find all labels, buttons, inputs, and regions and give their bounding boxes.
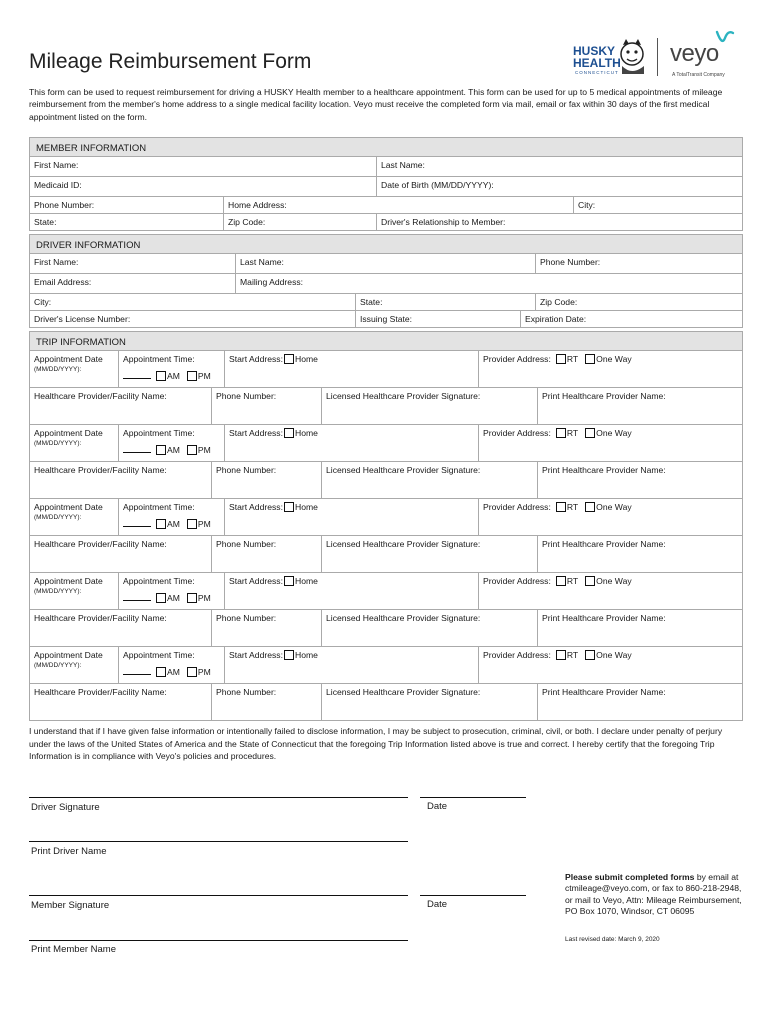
driver-email-field[interactable] [30,274,236,293]
member-relationship-label: Driver's Relationship to Member: [381,217,506,227]
facility-name-label: Healthcare Provider/Facility Name: [34,391,167,401]
time-blank[interactable] [123,674,151,675]
one-way-label: One Way [596,428,632,438]
driver-zip-label: Zip Code: [540,297,578,307]
provider-phone-label: Phone Number: [216,613,277,623]
appointment-time-label: Appointment Time: [123,650,195,660]
trip-2-phone-field[interactable] [212,462,322,498]
home-label: Home [294,650,318,660]
provider-address-label: Provider Address: [483,576,551,586]
trip-3-date-field[interactable] [30,499,119,535]
am-pm-selector [123,519,211,529]
pm-checkbox[interactable] [187,667,197,677]
driver-row-4 [29,311,743,328]
trip-4-date-field[interactable] [30,573,119,609]
one-way-checkbox[interactable] [585,650,595,660]
provider-print-name-label: Print Healthcare Provider Name: [542,539,666,549]
am-pm-selector [123,667,211,677]
trip-3-row-2 [29,536,743,573]
page-title: Mileage Reimbursement Form [29,50,312,73]
trip-5-date-field[interactable] [30,647,119,683]
trip-2-provider-name-field[interactable] [538,462,743,498]
facility-name-label: Healthcare Provider/Facility Name: [34,687,167,697]
am-pm-selector [123,445,211,455]
husky-logo-line1: HUSKY [573,44,616,58]
provider-phone-label: Phone Number: [216,687,277,697]
driver-email-label: Email Address: [34,277,92,287]
submit-instructions [565,872,745,917]
driver-issuing-state-field[interactable] [356,311,521,327]
driver-zip-field[interactable] [536,294,743,310]
trip-2-provider-address-field[interactable] [479,425,743,461]
member-state-label: State: [34,217,57,227]
provider-phone-label: Phone Number: [216,391,277,401]
trip-4-facility-field[interactable] [30,610,212,646]
husky-logo-line3: CONNECTICUT [575,70,619,75]
provider-print-name-label: Print Healthcare Provider Name: [542,465,666,475]
member-section-heading: MEMBER INFORMATION [29,137,743,157]
home-checkbox[interactable] [284,502,294,512]
pm-checkbox[interactable] [187,371,197,381]
driver-state-label: State: [360,297,383,307]
provider-address-label: Provider Address: [483,354,551,364]
trip-3-start-address-field[interactable] [225,499,479,535]
trip-5-provider-address-field[interactable] [479,647,743,683]
member-home-address-label: Home Address: [228,200,287,210]
member-last-name-field[interactable] [377,157,743,176]
rt-label: RT [566,428,579,438]
member-state-field[interactable] [30,214,224,230]
trip-5-time-field[interactable] [119,647,225,683]
trip-3-row-1 [29,499,743,536]
one-way-checkbox[interactable] [585,502,595,512]
trip-4-phone-field[interactable] [212,610,322,646]
trip-5-provider-name-field[interactable] [538,684,743,720]
trip-1-time-field[interactable] [119,351,225,387]
rt-label: RT [566,354,579,364]
pm-label: PM [197,371,211,381]
am-label: AM [167,593,180,603]
driver-phone-field[interactable] [536,254,743,273]
submit-instructions-text: by email at ctmileage@veyo.com, or fax to 860-218-2948, or mail to Veyo, Attn: Mileage Reimbursement, PO Box 1070, Windsor, CT 06095 [565,872,742,916]
pm-label: PM [197,445,211,455]
pm-checkbox[interactable] [187,593,197,603]
date-label-1: Date [427,801,448,812]
member-dob-field[interactable] [377,177,743,196]
am-checkbox[interactable] [156,519,166,529]
rt-checkbox[interactable] [556,428,566,438]
husky-logo-line2: HEALTH [573,56,621,70]
facility-name-label: Healthcare Provider/Facility Name: [34,539,167,549]
rt-checkbox[interactable] [556,354,566,364]
home-checkbox[interactable] [284,354,294,364]
time-blank[interactable] [123,600,151,601]
trip-3-facility-field[interactable] [30,536,212,572]
provider-signature-label: Licensed Healthcare Provider Signature: [326,465,481,475]
provider-phone-label: Phone Number: [216,539,277,549]
trip-1-row-1 [29,351,743,388]
driver-signature-line[interactable] [29,797,408,798]
driver-city-field[interactable] [30,294,356,310]
driver-license-field[interactable] [30,311,356,327]
trip-5-facility-field[interactable] [30,684,212,720]
driver-row-3 [29,294,743,311]
appointment-time-label: Appointment Time: [123,354,195,364]
am-checkbox[interactable] [156,445,166,455]
provider-print-name-label: Print Healthcare Provider Name: [542,687,666,697]
member-zip-label: Zip Code: [228,217,266,227]
appointment-date-label: Appointment Date [34,428,103,438]
trip-1-start-address-field[interactable] [225,351,479,387]
trip-4-provider-signature-field[interactable] [322,610,538,646]
driver-last-name-field[interactable] [236,254,536,273]
rt-label: RT [566,650,579,660]
trip-5-phone-field[interactable] [212,684,322,720]
provider-signature-label: Licensed Healthcare Provider Signature: [326,687,481,697]
appointment-date-label: Appointment Date [34,502,103,512]
print-driver-name-label: Print Driver Name [31,846,107,857]
husky-health-logo [570,36,650,80]
trip-section-heading: TRIP INFORMATION [29,331,743,351]
member-row-4 [29,214,743,231]
time-blank[interactable] [123,526,151,527]
member-dob-label: Date of Birth (MM/DD/YYYY): [381,180,494,190]
pm-label: PM [197,593,211,603]
home-label: Home [294,354,318,364]
pm-label: PM [197,667,211,677]
home-label: Home [294,502,318,512]
member-phone-field[interactable] [30,197,224,213]
one-way-checkbox[interactable] [585,354,595,364]
trip-1-date-field[interactable] [30,351,119,387]
declaration-text: I understand that if I have given false information or intentionally failed to disclose information, I may be subject to prosecution, criminal, civil, or both. I declare under penalty of perjury under the laws of the United States of America and the State of Connecticut that the foregoing Trip Information listed above is true and correct. I hereby certify that the foregoing Trip Information is in compliance with Veyo's policies and procedures. [29,726,723,761]
provider-signature-label: Licensed Healthcare Provider Signature: [326,391,481,401]
trip-2-row-1 [29,425,743,462]
driver-phone-label: Phone Number: [540,257,601,267]
am-checkbox[interactable] [156,371,166,381]
member-row-3 [29,197,743,214]
one-way-label: One Way [596,502,632,512]
start-address-label: Start Address: [229,354,283,364]
appointment-date-format: (MM/DD/YYYY): [34,588,82,595]
provider-address-label: Provider Address: [483,502,551,512]
rt-label: RT [566,502,579,512]
trip-1-facility-field[interactable] [30,388,212,424]
driver-section-heading: DRIVER INFORMATION [29,234,743,254]
trip-3-provider-signature-field[interactable] [322,536,538,572]
date-label-2: Date [427,899,448,910]
appointment-date-format: (MM/DD/YYYY): [34,366,82,373]
facility-name-label: Healthcare Provider/Facility Name: [34,613,167,623]
trip-2-time-field[interactable] [119,425,225,461]
rt-checkbox[interactable] [556,502,566,512]
trip-4-provider-name-field[interactable] [538,610,743,646]
trip-1-provider-name-field[interactable] [538,388,743,424]
provider-address-label: Provider Address: [483,650,551,660]
trip-4-start-address-field[interactable] [225,573,479,609]
member-zip-field[interactable] [224,214,377,230]
appointment-time-label: Appointment Time: [123,428,195,438]
home-checkbox[interactable] [284,650,294,660]
trip-3-time-field[interactable] [119,499,225,535]
home-checkbox[interactable] [284,576,294,586]
driver-row-1 [29,254,743,274]
driver-mailing-field[interactable] [236,274,743,293]
time-blank[interactable] [123,378,151,379]
trip-2-date-field[interactable] [30,425,119,461]
facility-name-label: Healthcare Provider/Facility Name: [34,465,167,475]
one-way-label: One Way [596,650,632,660]
provider-signature-label: Licensed Healthcare Provider Signature: [326,539,481,549]
appointment-time-label: Appointment Time: [123,576,195,586]
driver-first-name-label: First Name: [34,257,79,267]
one-way-checkbox[interactable] [585,428,595,438]
trip-2-row-2 [29,462,743,499]
pm-label: PM [197,519,211,529]
appointment-date-label: Appointment Date [34,650,103,660]
provider-print-name-label: Print Healthcare Provider Name: [542,613,666,623]
trip-4-row-2 [29,610,743,647]
member-first-name-label: First Name: [34,160,79,170]
trip-3-provider-address-field[interactable] [479,499,743,535]
am-label: AM [167,445,180,455]
driver-expiration-label: Expiration Date: [525,314,587,324]
print-driver-name-line[interactable] [29,841,408,842]
member-medicaid-id-label: Medicaid ID: [34,180,82,190]
trip-3-phone-field[interactable] [212,536,322,572]
appointment-date-format: (MM/DD/YYYY): [34,662,82,669]
member-row-1 [29,157,743,177]
member-medicaid-id-field[interactable] [30,177,377,196]
home-label: Home [294,428,318,438]
member-first-name-field[interactable] [30,157,377,176]
trip-5-row-2 [29,684,743,721]
am-label: AM [167,667,180,677]
submit-instructions-bold: Please submit completed forms [565,872,695,882]
pm-checkbox[interactable] [187,445,197,455]
driver-signature-label: Driver Signature [31,802,100,813]
driver-mailing-label: Mailing Address: [240,277,304,287]
trip-4-row-1 [29,573,743,610]
provider-signature-label: Licensed Healthcare Provider Signature: [326,613,481,623]
member-city-field[interactable] [574,197,743,213]
trip-1-provider-address-field[interactable] [479,351,743,387]
time-blank[interactable] [123,452,151,453]
member-relationship-field[interactable] [377,214,743,230]
rt-label: RT [566,576,579,586]
appointment-time-label: Appointment Time: [123,502,195,512]
rt-checkbox[interactable] [556,576,566,586]
driver-city-label: City: [34,297,52,307]
pm-checkbox[interactable] [187,519,197,529]
member-last-name-label: Last Name: [381,160,425,170]
rt-checkbox[interactable] [556,650,566,660]
print-member-name-label: Print Member Name [31,944,116,955]
driver-state-field[interactable] [356,294,536,310]
start-address-label: Start Address: [229,576,283,586]
veyo-logo: veyo [670,40,719,67]
provider-phone-label: Phone Number: [216,465,277,475]
trip-3-provider-name-field[interactable] [538,536,743,572]
trip-5-start-address-field[interactable] [225,647,479,683]
veyo-logo-subtitle: A TotalTransit Company [672,72,725,78]
start-address-label: Start Address: [229,502,283,512]
trip-1-row-2 [29,388,743,425]
start-address-label: Start Address: [229,650,283,660]
provider-address-label: Provider Address: [483,428,551,438]
am-label: AM [167,371,180,381]
start-address-label: Start Address: [229,428,283,438]
logo-divider [657,38,658,76]
am-checkbox[interactable] [156,593,166,603]
driver-last-name-label: Last Name: [240,257,284,267]
one-way-label: One Way [596,354,632,364]
driver-issuing-state-label: Issuing State: [360,314,413,324]
trip-1-provider-signature-field[interactable] [322,388,538,424]
driver-first-name-field[interactable] [30,254,236,273]
driver-license-label: Driver's License Number: [34,314,131,324]
appointment-date-format: (MM/DD/YYYY): [34,514,82,521]
date-line-1[interactable] [420,797,526,798]
trip-4-time-field[interactable] [119,573,225,609]
print-member-name-line[interactable] [29,940,408,941]
date-line-2[interactable] [420,895,526,896]
trip-1-phone-field[interactable] [212,388,322,424]
driver-row-2 [29,274,743,294]
am-checkbox[interactable] [156,667,166,677]
member-signature-label: Member Signature [31,900,110,911]
appointment-date-label: Appointment Date [34,576,103,586]
trip-4-provider-address-field[interactable] [479,573,743,609]
home-label: Home [294,576,318,586]
trip-5-row-1 [29,647,743,684]
trip-5-provider-signature-field[interactable] [322,684,538,720]
member-phone-label: Phone Number: [34,200,95,210]
am-pm-selector [123,371,211,381]
intro-text: This form can be used to request reimbursement for driving a HUSKY Health member to a healthcare appointment. This form can be used for up to 5 medical appointments of mileage reimbursement from the member's home address to a single medical facility location. Veyo must receive the completed form via mail, email or fax within 30 days of the first medical appointment listed on the form. [29,87,723,122]
appointment-date-format: (MM/DD/YYYY): [34,440,82,447]
provider-print-name-label: Print Healthcare Provider Name: [542,391,666,401]
member-signature-line[interactable] [29,895,408,896]
member-row-2 [29,177,743,197]
last-revised-date: Last revised date: March 9, 2020 [565,936,660,943]
am-label: AM [167,519,180,529]
driver-expiration-field[interactable] [521,311,743,327]
trip-2-facility-field[interactable] [30,462,212,498]
am-pm-selector [123,593,211,603]
appointment-date-label: Appointment Date [34,354,103,364]
one-way-label: One Way [596,576,632,586]
trip-2-start-address-field[interactable] [225,425,479,461]
member-home-address-field[interactable] [224,197,574,213]
one-way-checkbox[interactable] [585,576,595,586]
member-city-label: City: [578,200,596,210]
home-checkbox[interactable] [284,428,294,438]
trip-2-provider-signature-field[interactable] [322,462,538,498]
